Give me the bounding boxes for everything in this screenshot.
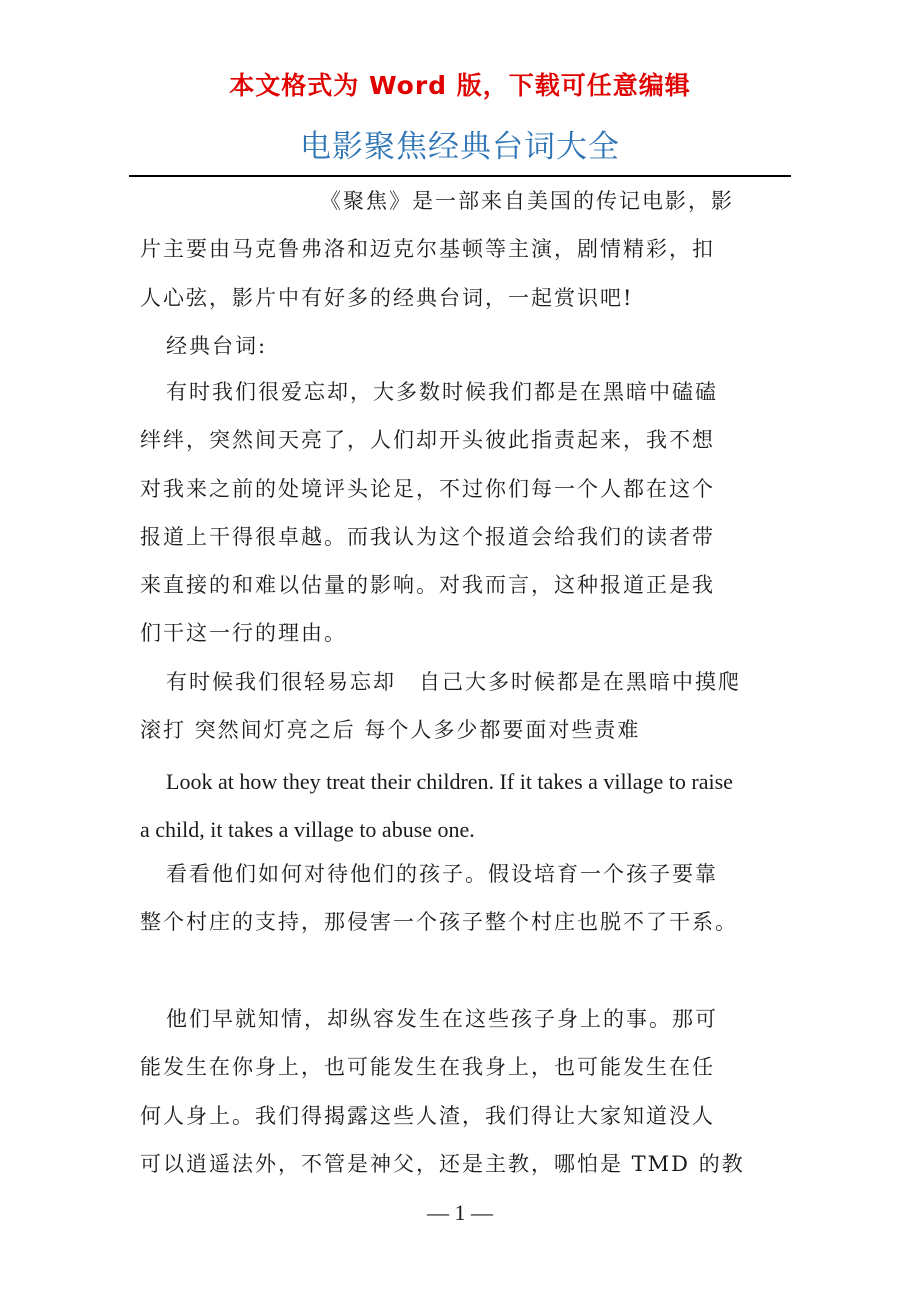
format-banner: 本文格式为 Word 版，下载可任意编辑 [229, 71, 691, 100]
text-line: Look at how they treat their children. If it takes a village to raise [166, 769, 733, 794]
text-line: 们干这一行的理由。 [140, 621, 347, 646]
text-line: 人心弦，影片中有好多的经典台词，一起赏识吧! [140, 285, 634, 310]
intro-paragraph [140, 177, 780, 322]
text-line: a child, it takes a village to abuse one. [140, 817, 475, 843]
text-line: 他们早就知情，却纵容发生在这些孩子身上的事。那可 [166, 1007, 718, 1031]
text-line: 来直接的和难以估量的影响。对我而言，这种报道正是我 [140, 573, 715, 598]
text-line: 有时我们很爱忘却，大多数时候我们都是在黑暗中磕磕 [166, 380, 718, 404]
text-line: 绊绊，突然间天亮了，人们却开头彼此指责起来，我不想 [140, 428, 715, 453]
text-line: 对我来之前的处境评头论足，不过你们每一个人都在这个 [140, 476, 715, 501]
text-line: 看看他们如何对待他们的孩子。假设培育一个孩子要靠 [166, 862, 718, 886]
chinese-translation [140, 850, 780, 947]
text-line: 整个村庄的支持，那侵害一个孩子整个村庄也脱不了干系。 [140, 910, 738, 935]
english-quote [140, 758, 780, 855]
page-title: 电影聚焦经典台词大全 [300, 129, 620, 165]
text-line: 《聚焦》是一部来自美国的传记电影，影 [320, 189, 734, 213]
classic-lines-heading [140, 322, 780, 370]
text-line: 片主要由马克鲁弗洛和迈克尔基顿等主演，剧情精彩，扣 [140, 237, 715, 262]
quote-paragraph-2 [140, 658, 780, 755]
text-line: 何人身上。我们得揭露这些人渣，我们得让大家知道没人 [140, 1103, 715, 1128]
text-line: 有时候我们很轻易忘却 自己大多时候都是在黑暗中摸爬 [166, 670, 741, 694]
text-line: 滚打 突然间灯亮之后 每个人多少都要面对些责难 [140, 718, 641, 743]
quote-paragraph-1 [140, 368, 780, 658]
text-line: 可以逍遥法外，不管是神父，还是主教，哪怕是 TMD 的教 [140, 1151, 745, 1176]
text-line: 能发生在你身上，也可能发生在我身上，也可能发生在任 [140, 1055, 715, 1080]
text-line: 报道上干得很卓越。而我认为这个报道会给我们的读者带 [140, 524, 715, 549]
text-line: 经典台词: [166, 334, 268, 358]
page-number: — 1 — [427, 1200, 493, 1225]
quote-paragraph-3 [140, 995, 780, 1188]
